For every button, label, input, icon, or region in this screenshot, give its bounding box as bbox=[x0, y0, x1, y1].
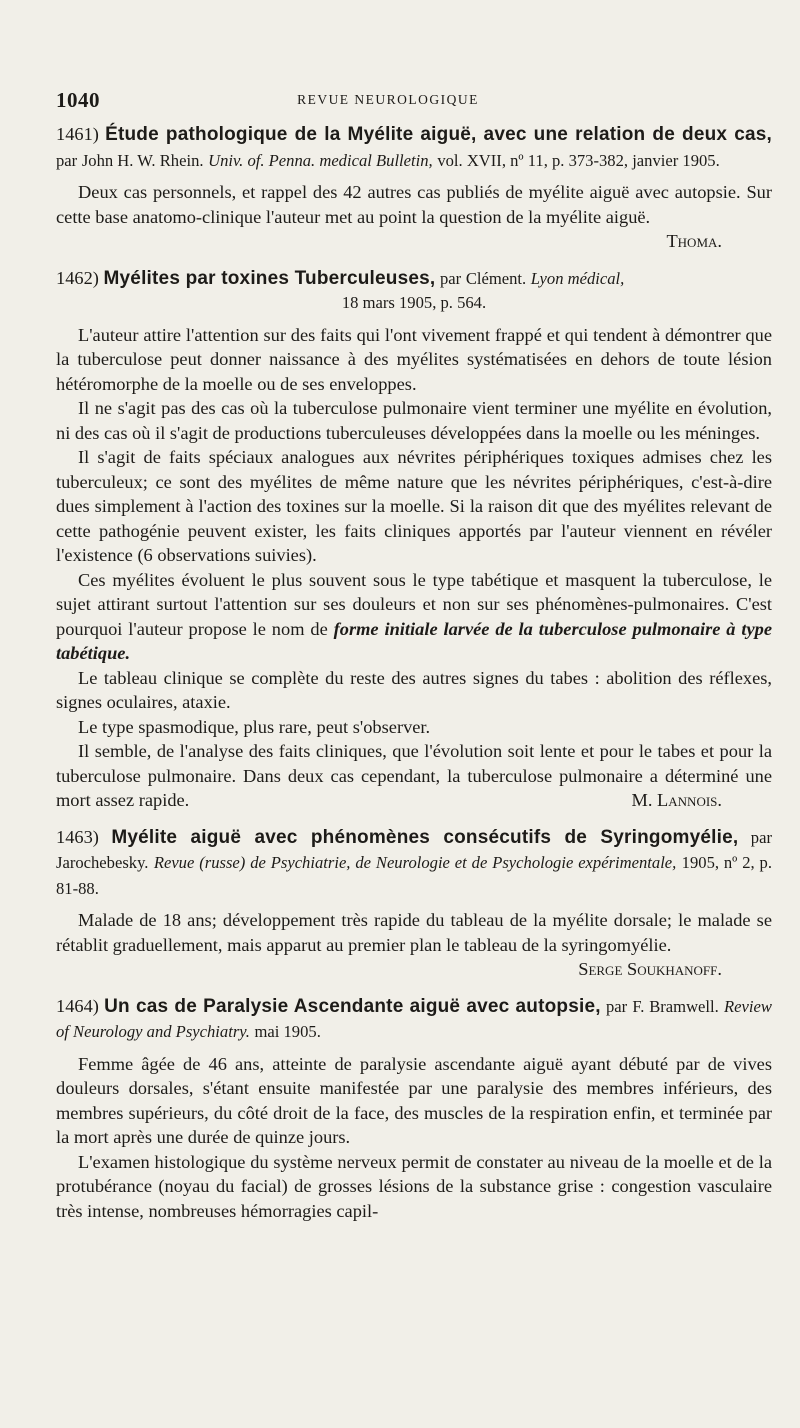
abstract-paragraph: L'examen histologique du système nerveux permit de constater au niveau de la moelle et de la protubérance (noyau du facial) de grosses lésions de la substance grise : congestion vasculaire très intense, nombreuses hémorragies capil- bbox=[56, 1151, 772, 1221]
entry-1463 bbox=[56, 825, 772, 982]
abstract-paragraph: L'auteur attire l'attention sur des faits qui l'ont vivement frappé et qui tendent à démontrer que la tuberculose peut donner naissance à des myélites systématisées en dehors de toute lésion hétéromorphe de la moelle ou de ses enveloppes. bbox=[56, 324, 772, 394]
entry-author: Jarochebesky. bbox=[56, 853, 149, 872]
abstract-paragraph: Il ne s'agit pas des cas où la tuberculose pulmonaire vient terminer une myélite en évolution, ni des cas où il s'agit de productions tuberculeuses développées dans la moelle ou les méninges. bbox=[56, 398, 772, 443]
reviewer-signature: Serge Soukhanoff. bbox=[578, 959, 722, 979]
entry-title: Myélites par toxines Tuberculeuses, bbox=[103, 267, 436, 289]
entry-details: 1905, nº 2, p. 81-88. bbox=[56, 853, 772, 898]
entry-1464 bbox=[56, 994, 772, 1224]
entry-reference bbox=[56, 122, 772, 173]
entry-reference bbox=[56, 994, 772, 1045]
entry-title: Un cas de Paralysie Ascendante aiguë avec autopsie, bbox=[104, 995, 601, 1017]
running-title: REVUE NEUROLOGIQUE bbox=[297, 92, 479, 107]
proposed-term: forme initiale larvée de la tuberculose pulmonaire à type tabétique. bbox=[56, 618, 772, 663]
entry-source: Univ. of. Penna. medical Bulletin, bbox=[208, 150, 433, 170]
reviewer-signature: Thoma. bbox=[666, 231, 722, 251]
page-header bbox=[56, 88, 760, 114]
abstract-paragraph: Malade de 18 ans; développement très rapide du tableau de la myélite dorsale; le malade se rétablit graduellement, mais apparut au premier plan le tableau de la syringomyélie. Serge Soukhanoff. bbox=[56, 908, 772, 957]
abstract-paragraph: Il s'agit de faits spéciaux analogues aux névrites périphériques toxiques admises chez les tuberculeux; ce sont des myélites de même nature que les névrites périphériques, c'est-à-dire dues simplement à l'action des toxines sur la moelle. Si la raison dit que des myélites relevant de cette pathogénie peuvent exister, les faits cliniques apportés par l'auteur viennent en révéler l'existence (6 observations suivies). bbox=[56, 447, 772, 565]
entry-author: Clément. bbox=[465, 268, 527, 288]
entry-author: John H. W. Rhein. bbox=[81, 150, 204, 170]
entry-number: 1461) bbox=[56, 124, 99, 144]
entry-author-prefix: par bbox=[605, 996, 628, 1016]
abstract-paragraph: Ces myélites évoluent le plus souvent sous le type tabétique et masquent la tuberculose, le sujet attirant surtout l'attention sur ses douleurs et non sur ses phénomènes-pulmonaires. C'est pourquoi l'auteur propose le nom de forme initiale larvée de la tuberculose pulmonaire à type tabétique. bbox=[56, 569, 772, 663]
entry-number: 1463) bbox=[56, 826, 99, 847]
entry-author-prefix: par bbox=[440, 268, 462, 288]
entry-source: Revue (russe) de Psychiatrie, de Neurologie et de Psychologie expérimentale, bbox=[153, 853, 677, 872]
entry-author: F. Bramwell. bbox=[632, 996, 719, 1016]
entry-author-prefix: par bbox=[56, 150, 78, 170]
page-number: 1040 bbox=[56, 88, 100, 112]
entry-source: Lyon médical, bbox=[530, 268, 625, 288]
abstract-paragraph: Deux cas personnels, et rappel des 42 autres cas publiés de myélite aiguë avec autopsie. Sur cette base anatomo-clinique l'auteur met au point la question de la myélite aiguë. Thoma. bbox=[56, 180, 772, 229]
entry-1461 bbox=[56, 122, 772, 254]
entry-reference bbox=[56, 825, 772, 902]
entry-details: mai 1905. bbox=[254, 1022, 321, 1041]
entry-number: 1464) bbox=[56, 995, 99, 1016]
entry-title: Myélite aiguë avec phénomènes consécutifs de Syringomyélie, bbox=[111, 826, 739, 848]
entry-details: 18 mars 1905, p. 564. bbox=[341, 293, 487, 312]
entry-details: vol. XVII, nº 11, p. 373-382, janvier 1905. bbox=[437, 150, 720, 170]
abstract-paragraph: Il semble, de l'analyse des faits cliniques, que l'évolution soit lente et pour le tabes et pour la tuberculose pulmonaire. Dans deux cas cependant, la tuberculose pulmonaire a déterminé une mort assez rapide. M. Lannois. bbox=[56, 739, 772, 813]
page-content bbox=[56, 122, 772, 1235]
abstract-paragraph: Le tableau clinique se complète du reste des autres signes du tabes : abolition des réflexes, signes oculaires, ataxie. bbox=[56, 667, 772, 712]
entry-number: 1462) bbox=[56, 267, 99, 288]
entry-reference bbox=[56, 266, 772, 316]
abstract-paragraph: Le type spasmodique, plus rare, peut s'observer. bbox=[78, 716, 431, 737]
reviewer-signature: M. Lannois. bbox=[631, 790, 722, 810]
entry-source: Review of Neurology and Psychiatry. bbox=[56, 996, 772, 1041]
abstract-paragraph: Femme âgée de 46 ans, atteinte de paralysie ascendante aiguë ayant débuté par de vives douleurs dorsales, s'étant ensuite manifestée par une paralysie des membres inférieurs, des membres supérieurs, du côté droit de la face, des muscles de la respiration enfin, et terminée par la mort après une durée de quinze jours. bbox=[56, 1053, 772, 1147]
entry-author-prefix: par bbox=[750, 827, 772, 847]
entry-title: Étude pathologique de la Myélite aiguë, avec une relation de deux cas, bbox=[105, 124, 772, 145]
entry-1462 bbox=[56, 266, 772, 813]
